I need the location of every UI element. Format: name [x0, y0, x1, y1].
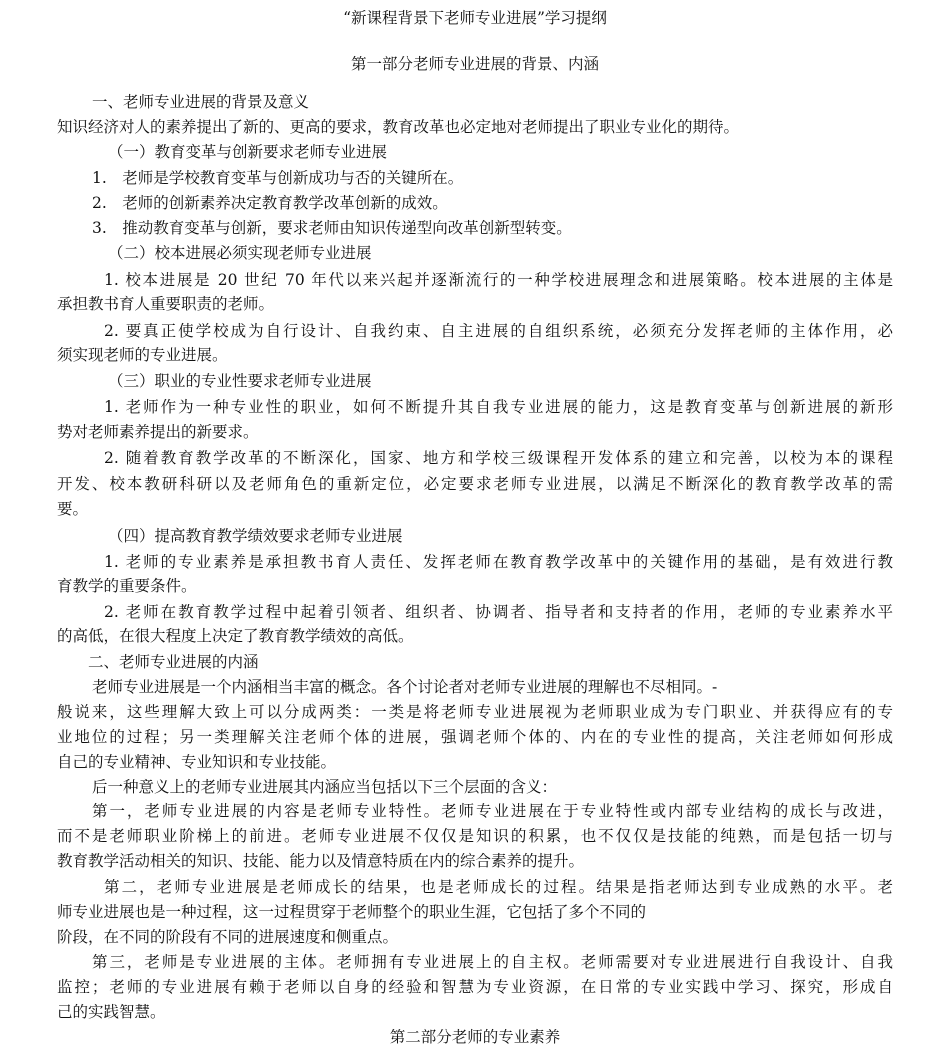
- sub3-heading: （三）职业的专业性要求老师专业进展: [108, 372, 372, 390]
- paragraph-line: 业地位的过程；另一类理解关注老师个体的进展，强调老师个体的、内在的专业性的提高，关注老师如何形成: [57, 728, 893, 746]
- list-item: 3. 推动教育变革与创新，要求老师由知识传递型向改革创新型转变。: [92, 219, 572, 237]
- list-item: 1. 老师是学校教育变革与创新成功与否的关键所在。: [92, 169, 464, 187]
- sub4-heading: （四）提高教育教学绩效要求老师专业进展: [108, 527, 403, 545]
- paragraph-line: 而不是老师职业阶梯上的前进。老师专业进展不仅仅是知识的积累，也不仅仅是技能的纯熟，而是包括一切与: [57, 827, 893, 845]
- document-title: “新课程背景下老师专业进展”学习提纲: [343, 9, 607, 27]
- paragraph-line: 要。: [57, 500, 89, 518]
- paragraph-line: 开发、校本教研科研以及老师角色的重新定位，必定要求老师专业进展，以满足不断深化的教育教学改革的需: [57, 475, 893, 493]
- paragraph-line: 承担教书育人重要职责的老师。: [57, 295, 275, 313]
- section2-heading: 二、老师专业进展的内涵: [88, 653, 259, 671]
- paragraph-line: 师专业进展也是一种过程，这一过程贯穿于老师整个的职业生涯，它包括了多个不同的: [57, 903, 647, 921]
- paragraph-line: 的高低，在很大程度上决定了教育教学绩效的高低。: [57, 627, 414, 645]
- paragraph-line: 势对老师素养提出的新要求。: [57, 423, 259, 441]
- paragraph-line: 2. 随着教育教学改革的不断深化，国家、地方和学校三级课程开发体系的建立和完善，以校为本的课程: [104, 449, 893, 467]
- paragraph-line: 1. 老师作为一种专业性的职业，如何不断提升其自我专业进展的能力，这是教育变革与创新进展的新形: [104, 398, 893, 416]
- paragraph-line: 阶段，在不同的阶段有不同的进展速度和侧重点。: [57, 928, 399, 946]
- paragraph-line: 1. 校本进展是 20 世纪 70 年代以来兴起并逐渐流行的一种学校进展理念和进展策略。校本进展的主体是: [104, 271, 893, 289]
- paragraph-line: 己的实践智慧。: [57, 1003, 166, 1021]
- paragraph-line: 第二，老师专业进展是老师成长的结果，也是老师成长的过程。结果是指老师达到专业成熟的水平。老: [104, 878, 893, 896]
- paragraph-line: 后一种意义上的老师专业进展其内涵应当包括以下三个层面的含义：: [92, 778, 558, 796]
- section1-heading: 一、老师专业进展的背景及意义: [92, 93, 310, 111]
- paragraph-line: 自己的专业精神、专业知识和专业技能。: [57, 753, 337, 771]
- paragraph-line: 第三，老师是专业进展的主体。老师拥有专业进展上的自主权。老师需要对专业进展进行自我设计、自我: [92, 953, 893, 971]
- part1-heading: 第一部分老师专业进展的背景、内涵: [350, 55, 599, 73]
- paragraph-line: 第一，老师专业进展的内容是老师专业特性。老师专业进展在于专业特性或内部专业结构的成长与改进，: [92, 802, 893, 820]
- paragraph-line: 监控；老师的专业进展有赖于老师以自身的经验和智慧为专业资源，在日常的专业实践中学习、探究，形成自: [57, 978, 893, 996]
- paragraph-line: 教育教学活动相关的知识、技能、能力以及情意特质在内的综合素养的提升。: [57, 852, 585, 870]
- intro-paragraph: 知识经济对人的素养提出了新的、更高的要求，教育改革也必定地对老师提出了职业专业化的期待。: [57, 118, 740, 136]
- paragraph-line: 般说来，这些理解大致上可以分成两类：一类是将老师专业进展视为老师职业成为专门职业、并获得应有的专: [57, 703, 893, 721]
- paragraph-line: 1. 老师的专业素养是承担教书育人责任、发挥老师在教育教学改革中的关键作用的基础，是有效进行教: [104, 553, 893, 571]
- paragraph-line: 须实现老师的专业进展。: [57, 346, 228, 364]
- list-item: 2. 老师的创新素养决定教育教学改革创新的成效。: [92, 194, 448, 212]
- sub1-heading: （一）教育变革与创新要求老师专业进展: [108, 143, 388, 161]
- paragraph-line: 育教学的重要条件。: [57, 577, 197, 595]
- paragraph-line: 2. 老师在教育教学过程中起着引领者、组织者、协调者、指导者和支持者的作用，老师的专业素养水平: [104, 603, 893, 621]
- part2-heading: 第二部分老师的专业素养: [389, 1028, 561, 1046]
- paragraph-line: 2. 要真正使学校成为自行设计、自我约束、自主进展的自组织系统，必须充分发挥老师的主体作用，必: [104, 322, 893, 340]
- sub2-heading: （二）校本进展必须实现老师专业进展: [108, 244, 372, 262]
- paragraph-line: 老师专业进展是一个内涵相当丰富的概念。各个讨论者对老师专业进展的理解也不尽相同。-: [92, 678, 718, 696]
